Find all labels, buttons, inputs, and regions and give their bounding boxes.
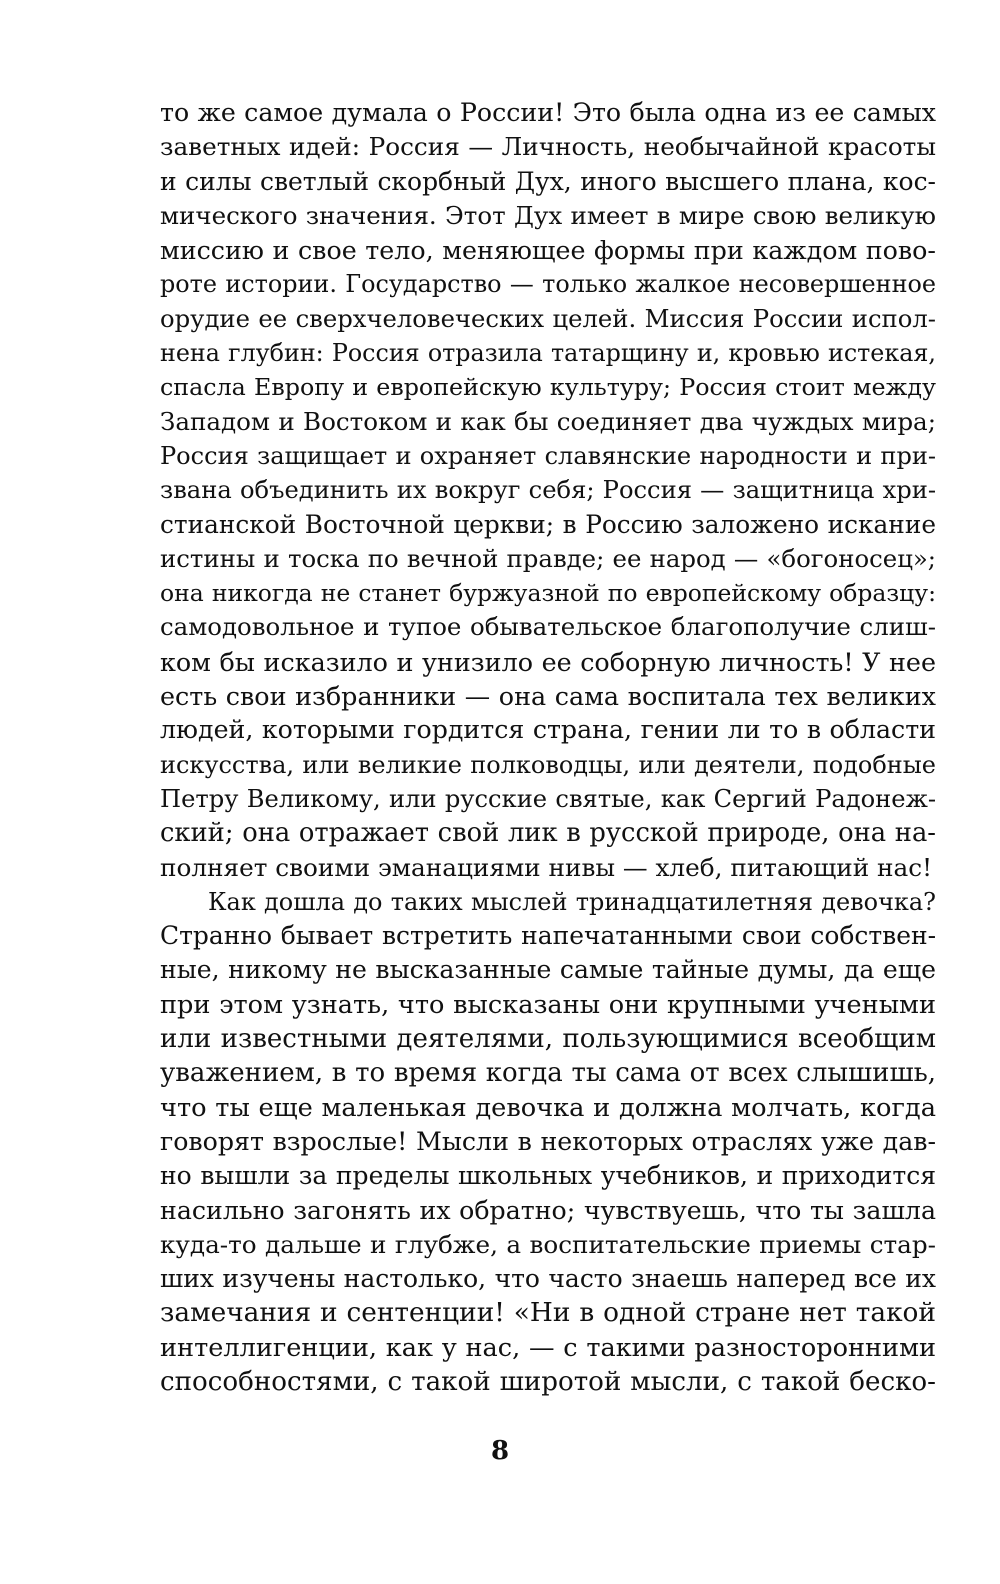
- text-line: уважением, в то время когда ты сама от всех слышишь,: [160, 1058, 936, 1089]
- text-line: замечания и сентенции! «Ни в одной стране нет такой: [160, 1298, 936, 1329]
- text-line: самодовольное и тупое обывательское благополучие слиш-: [160, 612, 936, 642]
- text-line: насильно загонять их обратно; чувствуешь, что ты зашла: [160, 1195, 936, 1225]
- text-line: говорят взрослые! Мысли в некоторых отраслях уже дав-: [160, 1126, 936, 1156]
- text-line: и силы светлый скорбный Дух, иного высшего плана, кос-: [160, 166, 936, 196]
- text-line: мического значения. Этот Дух имеет в мире свою великую: [160, 200, 936, 230]
- text-line: миссию и свое тело, меняющее формы при каждом пово-: [160, 235, 936, 266]
- text-line: но вышли за пределы школьных учебников, и приходится: [160, 1161, 936, 1191]
- text-line: что ты еще маленькая девочка и должна молчать, когда: [160, 1092, 936, 1123]
- text-line: людей, которыми гордится страна, гении ли то в области: [160, 715, 936, 745]
- page-number: 8: [490, 1436, 510, 1466]
- text-line: есть свои избранники — она сама воспитала тех великих: [160, 681, 936, 712]
- text-line: Странно бывает встретить напечатанными свои собствен-: [160, 921, 936, 951]
- paragraph-end-line: полняет своими эманациями нивы — хлеб, питающий нас!: [160, 852, 933, 882]
- text-line: роте истории. Государство — только жалкое несовершенное: [160, 270, 936, 299]
- paragraph-first-line: Как дошла до таких мыслей тринадцатилетняя девочка?: [208, 887, 936, 916]
- text-line: нена глубин: Россия отразила татарщину и, кровью истекая,: [160, 339, 936, 368]
- text-line: Петру Великому, или русские святые, как Сергий Радонеж-: [160, 784, 936, 813]
- text-line: ком бы исказило и унизило ее соборную личность! У нее: [160, 646, 936, 677]
- text-line: стианской Восточной церкви; в Россию заложено искание: [160, 509, 936, 539]
- text-line: то же самое думала о России! Это была одна из ее самых: [160, 98, 936, 127]
- text-line: Западом и Востоком и как бы соединяет два чуждых мира;: [160, 406, 936, 436]
- text-line: ные, никому не высказанные самые тайные думы, да еще: [160, 955, 936, 985]
- text-line: ших изучены настолько, что часто знаешь наперед все их: [160, 1264, 936, 1294]
- text-line: ский; она отражает свой лик в русской природе, она на-: [160, 818, 936, 849]
- body-text: [160, 96, 936, 1399]
- text-line: она никогда не станет буржуазной по европейскому образцу:: [160, 579, 936, 608]
- text-line: звана объединить их вокруг себя; Россия — защитница хри-: [160, 476, 936, 505]
- text-line: спасла Европу и европейскую культуру; Россия стоит между: [160, 373, 936, 402]
- text-line: искусства, или великие полководцы, или деятели, подобные: [160, 750, 936, 779]
- text-line: орудие ее сверхчеловеческих целей. Миссия России испол-: [160, 303, 936, 333]
- text-line: заветных идей: Россия — Личность, необычайной красоты: [160, 132, 936, 162]
- text-line: истины и тоска по вечной правде; ее народ — «богоносец»;: [160, 543, 936, 573]
- text-line: Россия защищает и охраняет славянские народности и при-: [160, 441, 936, 470]
- text-line: способностями, с такой широтой мысли, с такой беско-: [160, 1366, 936, 1397]
- text-line: при этом узнать, что высказаны они крупными учеными: [160, 989, 936, 1020]
- text-line: интеллигенции, как у нас, — с такими разносторонними: [160, 1332, 936, 1363]
- text-line: куда-то дальше и глубже, а воспитательские приемы стар-: [160, 1229, 936, 1259]
- text-line: или известными деятелями, пользующимися всеобщим: [160, 1024, 936, 1055]
